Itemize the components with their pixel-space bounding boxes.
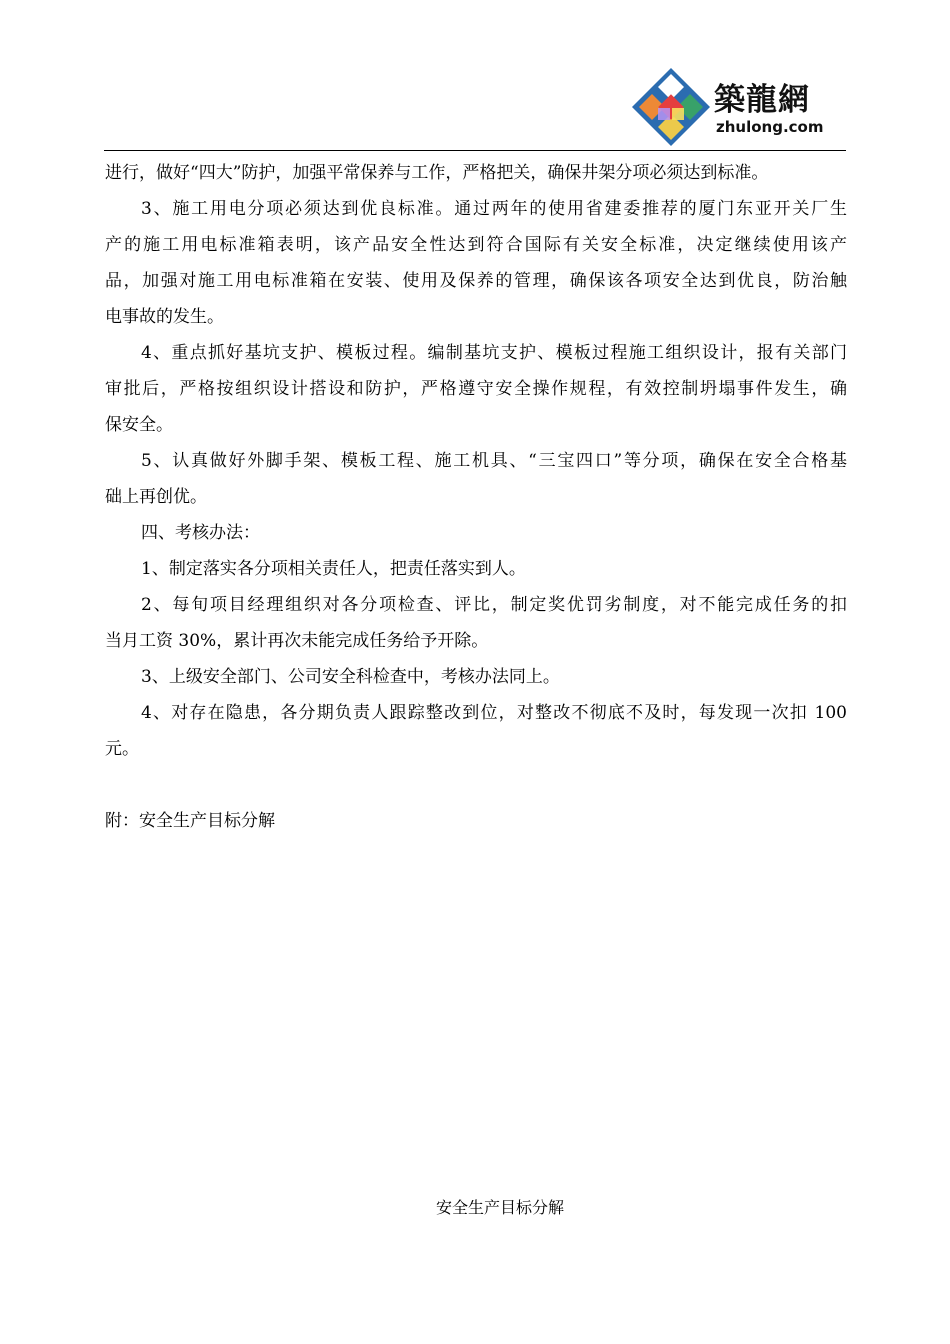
logo-name-en: zhulong.com	[716, 118, 824, 136]
body-line: 1、制定落实各分项相关责任人，把责任落实到人。	[141, 559, 526, 579]
body-line: 电事故的发生。	[105, 307, 224, 327]
body-line: 2、每旬项目经理组织对各分项检查、评比，制定奖优罚劣制度，对不能完成任务的扣	[141, 595, 847, 615]
body-line: 品，加强对施工用电标准箱在安装、使用及保养的管理，确保该各项安全达到优良，防治触	[105, 271, 847, 291]
body-line: 当月工资 30%，累计再次未能完成任务给予开除。	[105, 631, 489, 651]
header-divider	[104, 150, 846, 151]
body-line: 产的施工用电标准箱表明，该产品安全性达到符合国际有关安全标准，决定继续使用该产	[105, 235, 847, 255]
section-heading: 四、考核办法：	[141, 523, 260, 543]
appendix-note: 附：安全生产目标分解	[105, 811, 275, 831]
body-line: 4、对存在隐患，各分期负责人跟踪整改到位，对整改不彻底不及时，每发现一次扣 100	[141, 703, 847, 723]
body-line: 4、重点抓好基坑支护、模板过程。编制基坑支护、模板过程施工组织设计，报有关部门	[141, 343, 847, 363]
zhulong-diamond-logo-icon	[632, 68, 710, 146]
body-line: 3、施工用电分项必须达到优良标准。通过两年的使用省建委推荐的厦门东亚开关厂生	[141, 199, 847, 219]
body-line: 础上再创优。	[105, 487, 207, 507]
document-body	[105, 155, 847, 767]
body-line: 审批后，严格按组织设计搭设和防护，严格遵守安全操作规程，有效控制坍塌事件发生，确	[105, 379, 847, 399]
logo-name-cn: 築龍網	[714, 82, 810, 118]
site-logo	[632, 66, 848, 146]
body-line: 保安全。	[105, 415, 173, 435]
body-line: 进行，做好“四大”防护，加强平常保养与工作，严格把关，确保井架分项必须达到标准。	[105, 163, 769, 183]
body-line: 5、认真做好外脚手架、模板工程、施工机具、“三宝四口”等分项，确保在安全合格基	[141, 451, 847, 471]
body-line: 3、上级安全部门、公司安全科检查中，考核办法同上。	[141, 667, 560, 687]
body-line: 元。	[105, 739, 139, 759]
appendix-title: 安全生产目标分解	[435, 1198, 564, 1217]
